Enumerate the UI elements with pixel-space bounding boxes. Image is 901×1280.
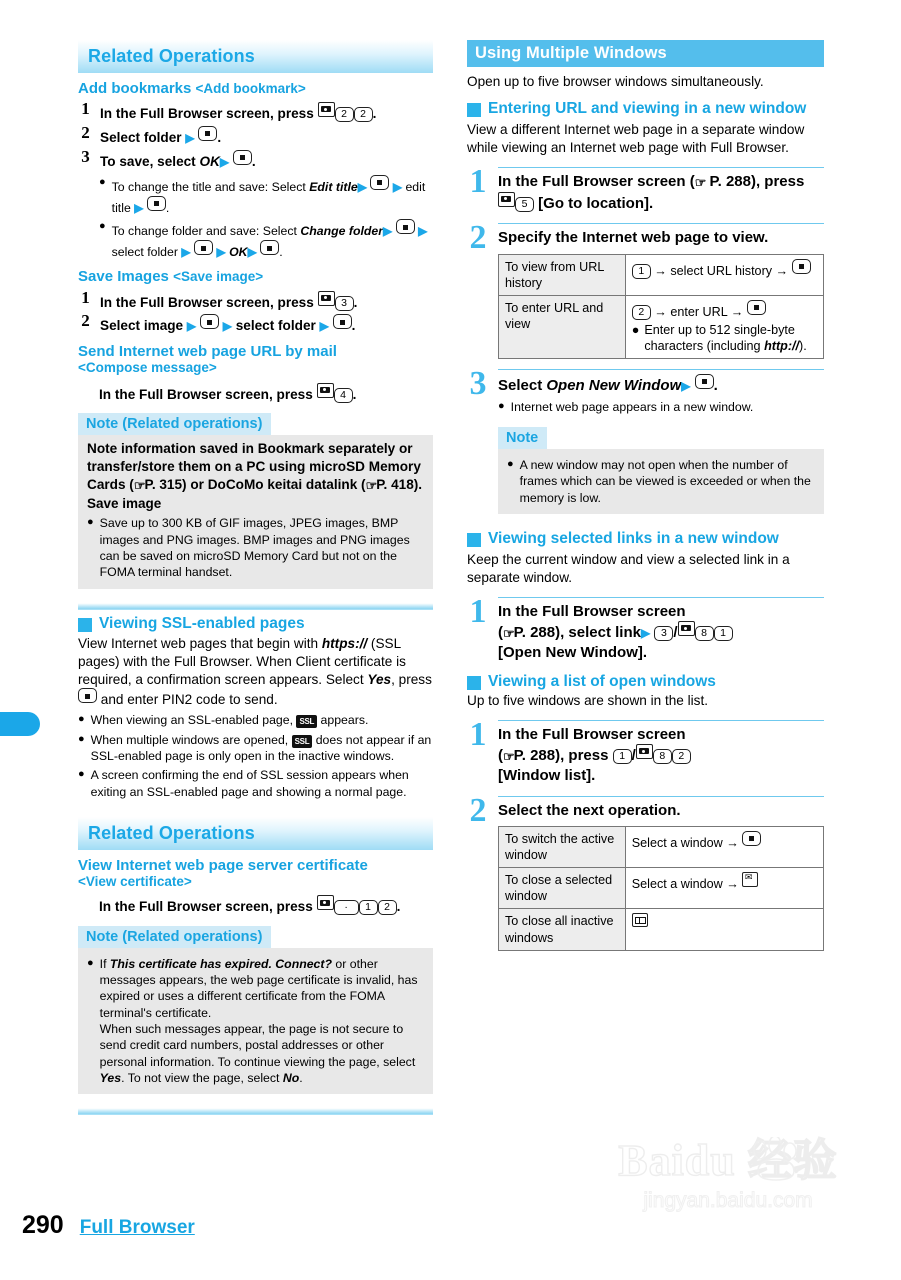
center-key-icon <box>396 219 415 234</box>
operation-heading-view-certificate <box>78 857 433 875</box>
step-text: In the Full Browser screen ( ☞ P. 288), press 1 / 8 2 [Window list]. <box>498 725 824 786</box>
square-bullet-icon <box>467 676 481 690</box>
table-cell-key: To switch the active window <box>499 827 626 868</box>
key-5-icon: 5 <box>515 197 534 212</box>
step-number: 1 <box>81 287 90 307</box>
operation-title: View Internet web page server certificate <box>78 856 368 874</box>
step-number: 2 <box>81 311 90 331</box>
center-key-icon <box>333 314 352 329</box>
key-1-icon: 1 <box>632 264 651 279</box>
triangle-arrow-icon: ▶ <box>219 154 230 169</box>
operation-heading-add-bookmarks <box>78 80 433 98</box>
right-column <box>467 40 824 951</box>
list-item <box>78 712 433 728</box>
table-row <box>499 909 824 950</box>
section-band-title: Using Multiple Windows <box>475 44 667 62</box>
watermark-sub-text: jingyan.baidu.com <box>643 1189 813 1212</box>
table-cell-value: 2 → enter URL → ● Enter up to 512 single-byte characters (including http://). <box>625 295 823 358</box>
operation-title: Add bookmarks <box>78 80 192 97</box>
note-box-new-window <box>498 427 824 514</box>
step-entering-url-3 <box>467 365 824 415</box>
step-number: 1 <box>469 162 487 200</box>
step-number: 1 <box>469 592 487 630</box>
note-body <box>498 449 824 514</box>
section-band-using-multiple-windows <box>467 40 824 67</box>
bullet-list-add-bookmarks <box>99 175 433 262</box>
list-item <box>78 767 433 800</box>
operation-line-send-url: In the Full Browser screen, press 4 . <box>99 383 433 404</box>
bullet-list-ssl <box>78 712 433 800</box>
step-text: Specify the Internet web page to view. <box>498 229 769 246</box>
square-bullet-icon <box>467 533 481 547</box>
table-cell-key: To close all inactive windows <box>499 909 626 950</box>
key-2-icon: 2 <box>632 305 651 320</box>
gradient-divider <box>78 1106 433 1115</box>
watermark <box>583 1136 873 1254</box>
note-bullet-list <box>507 457 815 506</box>
step-number: 2 <box>81 123 90 143</box>
pointing-hand-icon <box>366 478 377 493</box>
camera-key-icon <box>636 744 653 759</box>
note-strong-text: Note information saved in Bookmark separately or transfer/store them on a PC using microSD Memory Cards ( ☞ P. 315) or DoCoMo keitai datalink (☞ P. 418). <box>87 440 424 494</box>
long-key-icon: · <box>334 900 359 915</box>
subsection-paragraph-window-list: Up to five windows are shown in the list. <box>467 692 709 708</box>
note-body <box>78 435 433 589</box>
bullet-dot-icon: ● <box>498 399 505 412</box>
step-window-list-1 <box>467 715 824 786</box>
edge-tab-marker <box>0 712 40 736</box>
table-cell-value: Select a window → <box>625 827 823 868</box>
table-specify-web-page <box>498 254 824 360</box>
subsection-paragraph-viewing-links: Keep the current window and view a selected link in a separate window. <box>467 552 790 585</box>
square-bullet-icon <box>78 618 92 632</box>
camera-key-icon <box>318 291 335 306</box>
pointing-hand-icon <box>503 749 514 764</box>
list-item <box>78 312 433 336</box>
center-key-icon <box>742 831 761 846</box>
bullet-dot-icon: ● <box>78 713 85 726</box>
subsection-paragraph-ssl: View Internet web pages that begin with https:// (SSL pages) with the Full Browser. When Client certificate is required, a confirmation screen appears. Select Yes, press and enter PIN2 code to send. <box>78 636 432 708</box>
bullet-dot-icon: ● <box>78 732 85 745</box>
camera-key-icon <box>318 102 335 117</box>
step-entering-url-2 <box>467 219 824 359</box>
operation-angle-label: <Compose message> <box>78 360 217 376</box>
bullet-text: A new window may not open when the number of frames which can be viewed is exceeded or when the memory is low. <box>519 457 811 505</box>
step-number: 3 <box>469 365 487 403</box>
table-row <box>499 868 824 909</box>
center-key-icon <box>370 175 389 190</box>
camera-key-icon <box>498 192 515 207</box>
operation-title: Save Images <box>78 268 169 286</box>
key-1-icon: 1 <box>613 749 632 764</box>
operation-angle-label: <Add bookmark> <box>195 81 306 96</box>
table-cell-value: Select a window → ✉ <box>625 868 823 909</box>
ssl-badge-icon: SSL <box>292 735 313 748</box>
center-key-icon <box>260 240 279 255</box>
operation-heading-save-images <box>78 268 433 286</box>
bullet-dot-icon: ● <box>78 768 85 781</box>
list-item <box>99 219 433 261</box>
step-window-list-2 <box>467 791 824 951</box>
step-number: 1 <box>81 99 90 119</box>
center-key-icon <box>198 126 217 141</box>
note-subheading: Save image <box>87 495 162 511</box>
note-body <box>78 948 433 1095</box>
key-8-icon: 8 <box>695 626 714 641</box>
key-2-icon: 2 <box>378 900 397 915</box>
step-number: 1 <box>469 715 487 753</box>
bullet-text: To change folder and save: Select Change folder▶ ▶ select folder ▶ ▶ OK▶ . <box>112 219 433 261</box>
subsection-title: Viewing SSL-enabled pages <box>99 614 305 632</box>
bullet-text: When viewing an SSL-enabled page, SSL appears. <box>90 713 369 728</box>
operation-title: Send Internet web page URL by mail <box>78 343 337 361</box>
key-2-icon: 2 <box>335 107 354 122</box>
left-column <box>78 40 433 1115</box>
step-number: 3 <box>81 146 90 166</box>
subsection-heading-ssl <box>78 614 433 633</box>
camera-key-icon <box>317 383 334 398</box>
note-box-related-operations-2 <box>78 926 433 1095</box>
section-band-related-operations-1 <box>78 40 433 73</box>
table-row <box>499 827 824 868</box>
key-3-icon: 3 <box>654 626 673 641</box>
center-key-icon <box>695 374 714 389</box>
subsection-heading-window-list <box>467 672 824 691</box>
bullet-text: If This certificate has expired. Connect? or other messages appears, the web page certificate is invalid, has expired or uses a different certificate from the FOMA terminal's certificate. When such messages appear, the page is not secure to send credit card numbers, postal addresses or other personal information. To continue viewing the page, select Yes. To not view the page, select No. <box>99 956 418 1086</box>
watermark-main-text: Baidu 经验 <box>618 1136 838 1185</box>
table-cell-key: To view from URL history <box>499 254 626 295</box>
subsection-title: Entering URL and viewing in a new window <box>488 99 807 117</box>
step-viewing-links-1 <box>467 592 824 663</box>
table-cell-value <box>625 909 823 950</box>
gradient-divider <box>78 601 433 610</box>
bullet-text: A screen confirming the end of SSL session appears when exiting an SSL-enabled page and showing a normal page. <box>90 768 409 799</box>
bullet-dot-icon: ● <box>631 322 640 337</box>
list-item <box>78 732 433 765</box>
step-body <box>498 369 824 415</box>
key-3-icon: 3 <box>335 296 354 311</box>
key-4-icon: 4 <box>334 388 353 403</box>
subsection-paragraph-entering-url: View a different Internet web page in a separate window while viewing an Internet web page with Full Browser. <box>467 122 805 155</box>
bullet-dot-icon: ● <box>87 516 94 529</box>
step-number: 2 <box>469 219 487 256</box>
note-bullet-list <box>87 515 424 580</box>
step-number: 2 <box>469 791 487 829</box>
note-tab-label: Note <box>498 427 547 449</box>
list-item <box>78 100 433 124</box>
mail-key-icon <box>742 872 758 887</box>
camera-key-icon <box>317 895 334 910</box>
step-text: Select Open New Window▶ . <box>498 374 824 396</box>
center-key-icon <box>147 196 166 211</box>
bullet-text: Enter up to 512 single-byte characters (including http://). <box>644 322 807 353</box>
subsection-heading-entering-url <box>467 99 824 118</box>
list-item <box>78 148 433 172</box>
note-tab-label: Note (Related operations) <box>78 926 271 948</box>
list-item <box>87 956 424 1087</box>
bullet-dot-icon: ● <box>87 956 94 969</box>
page-number: 290 <box>22 1211 64 1239</box>
camera-key-icon <box>678 621 695 636</box>
operation-angle-label: <View certificate> <box>78 874 192 890</box>
list-item <box>498 399 824 415</box>
step-text: In the Full Browser screen (☞ P. 288), press 5 [Go to location]. <box>498 172 824 213</box>
ssl-badge-icon: SSL <box>296 715 317 728</box>
table-row <box>499 254 824 295</box>
section-band-related-operations-2 <box>78 817 433 850</box>
table-cell-key: To close a selected window <box>499 868 626 909</box>
key-2-icon: 2 <box>672 749 691 764</box>
pointing-hand-icon <box>134 478 145 493</box>
note-bullet-list <box>87 956 424 1087</box>
bullet-text: Save up to 300 KB of GIF images, JPEG images, BMP images and PNG images. BMP images and PNG images can be saved on microSD Memory Card but not on the FOMA terminal handset. <box>99 516 410 580</box>
pointing-hand-icon <box>695 175 706 190</box>
center-key-icon <box>200 314 219 329</box>
section-intro-paragraph: Open up to five browser windows simultaneously. <box>467 74 764 89</box>
page-footer <box>22 1211 195 1240</box>
list-item <box>78 289 433 313</box>
bullet-dot-icon: ● <box>99 220 106 233</box>
subsection-heading-viewing-links <box>467 529 824 548</box>
step-body <box>498 796 824 951</box>
step-text: To save, select OK▶ . <box>100 148 256 172</box>
table-cell-key: To enter URL and view <box>499 295 626 358</box>
step-bullet-list <box>498 399 824 415</box>
step-body <box>498 167 824 213</box>
table-next-operation <box>498 826 824 951</box>
step-text: Select the next operation. <box>498 801 681 819</box>
list-item <box>507 457 815 506</box>
step-text: In the Full Browser screen ( ☞ P. 288), select link▶ 3 / 8 1 [Open New Window]. <box>498 602 824 663</box>
list-item <box>99 175 433 217</box>
center-key-icon <box>792 259 811 274</box>
center-key-icon <box>194 240 213 255</box>
table-cell-value: 1 → select URL history → <box>625 254 823 295</box>
step-text: Select folder ▶ . <box>100 124 221 148</box>
key-8-icon: 8 <box>653 749 672 764</box>
footer-section-link[interactable]: Full Browser <box>79 1217 195 1238</box>
step-text: Select image ▶ ▶ select folder ▶ . <box>100 312 355 336</box>
operation-angle-label: <Save image> <box>173 269 264 285</box>
note-tab-label: Note (Related operations) <box>78 413 271 435</box>
center-key-icon <box>233 150 252 165</box>
bullet-text: To change the title and save: Select Edit title▶ ▶ edit title ▶ . <box>112 175 433 217</box>
bullet-dot-icon: ● <box>507 457 514 470</box>
list-item <box>87 515 424 580</box>
step-list-add-bookmarks <box>78 100 433 171</box>
bullet-text: When multiple windows are opened, SSL does not appear if an SSL-enabled page is only open in the inactive windows. <box>90 732 432 763</box>
section-band-title: Related Operations <box>88 46 255 66</box>
window-key-icon <box>632 913 648 927</box>
triangle-arrow-icon: ▶ <box>185 131 195 146</box>
bullet-text: Internet web page appears in a new window. <box>510 399 754 414</box>
paw-print-icon <box>746 1137 806 1181</box>
step-list-save-images <box>78 289 433 337</box>
operation-heading-send-url <box>78 343 433 361</box>
step-body <box>498 597 824 663</box>
operation-line-view-certificate: In the Full Browser screen, press · 1 2 . <box>99 895 433 916</box>
bullet-dot-icon: ● <box>99 175 106 188</box>
section-band-title: Related Operations <box>88 822 255 843</box>
square-bullet-icon <box>467 103 481 117</box>
key-2-icon: 2 <box>354 107 373 122</box>
key-1-icon: 1 <box>359 900 378 915</box>
step-text: In the Full Browser screen, press 2 2 . <box>100 100 376 124</box>
step-entering-url-1 <box>467 162 824 213</box>
pointing-hand-icon <box>503 626 514 641</box>
center-key-icon <box>747 300 766 315</box>
list-item <box>78 124 433 148</box>
key-1-icon: 1 <box>714 626 733 641</box>
center-key-icon <box>78 688 97 703</box>
note-box-related-operations-1 <box>78 413 433 589</box>
subsection-title: Viewing a list of open windows <box>488 672 716 690</box>
step-body <box>498 223 824 359</box>
subsection-title: Viewing selected links in a new window <box>488 529 779 547</box>
step-text: In the Full Browser screen, press 3 . <box>100 289 357 313</box>
table-row <box>499 295 824 358</box>
step-body <box>498 720 824 786</box>
